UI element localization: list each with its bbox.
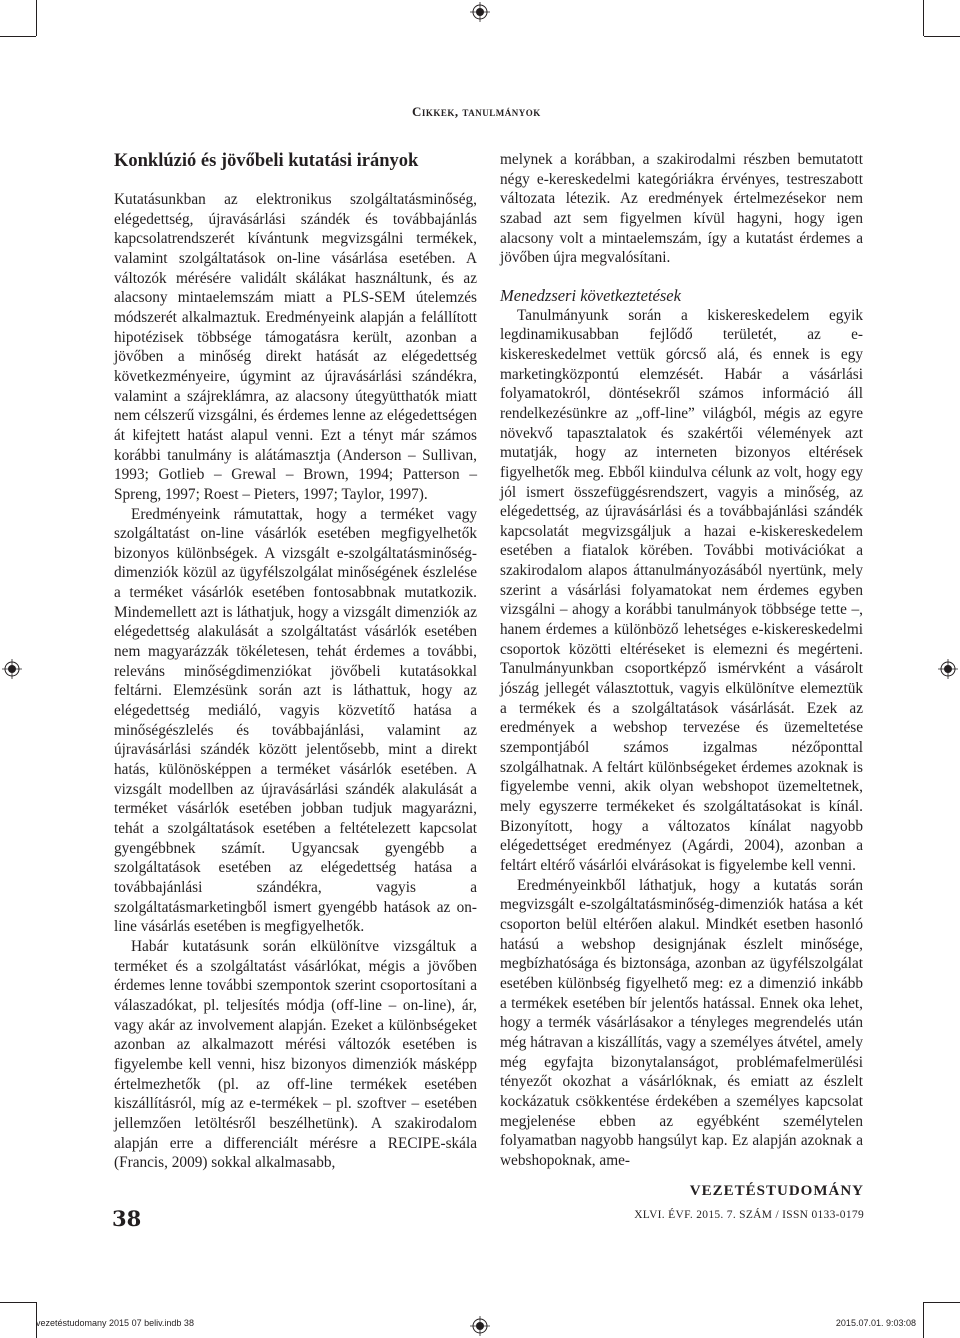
print-slug-timestamp: 2015.07.01. 9:03:08 — [835, 1318, 916, 1328]
crop-mark — [0, 1302, 36, 1303]
paragraph: Kutatásunkban az elektronikus szolgáltatásminőség, elégedettség, újravásárlási szándék és továbbajánlás kapcsolatrendszerét kívántunk megvizsgálni termékek, valamint szolgáltatások on-line vásárlása esetében. A változók mérésére validált skálákat használtunk, és az alacsony mintaelemszám miatt a PLS-SEM útelemzés módszerét alkalmaztuk. Eredményeink alapján a felállított hipotézisek többsége támogatásra került, azonban a jövőben a minőség direkt hatását az elégedettség következményeire, úgymint az újravásárlási szándékra, valamint a szájreklámra, az alacsony útegyütthatók miatt nem célszerű vizsgálni, és érdemes lenne az elégedettségen át kifejtett hatást alapul venni. Ezt a tényt már számos korábbi tanulmány is alátámasztja (Anderson – Sullivan, 1993; Gotlieb – Grewal – Brown, 1994; Patterson – Spreng, 1997; Roest – Pieters, 1997; Taylor, 1997). — [114, 191, 477, 503]
registration-mark-icon — [938, 659, 958, 679]
paragraph: Tanulmányunk során a kiskereskedelem egyik legdinamikusabban fejlődő területét, az e-kiskereskedelmet vettük górcső alá, és ennek is egy marketingközpontú elemzését. Habár a vásárlási folyamatokról, döntésekről számos információ áll rendelkezésünkre az „off-line” világból, mégis az egyre növekvő tapasztalatok és szakértői vélemények azt mutatják, hogy az interneten bizonyos eltérések figyelhetők meg. Ebből kiindulva célunk az volt, hogy egy jól ismert összefüggésrendszert, vagyis a minőség, az elégedettség, az újravásárlási és a továbbajánlási szándék kapcsolatát megvizsgáljuk a hazai e-kiskereskedelem esetében a fiatalok körében. További motivációkat a szakirodalom alapos áttanulmányozásából nyertünk, mely szerint a vásárlási folyamatokat nem érdemes egyben vizsgálni – ahogy a korábbi tanulmányok többsége tette –, hanem érdemes a különböző lehetséges e-kiskereskedelmi csoportok közötti eltéréseket is elemezni és megérteni. Tanulmányunkban csoportképző ismérvként a vásárolt jószág jellegét választottuk, vagyis elkülönítve elemeztük a termékek és a szolgáltatások vásárlását. Ezek az eredmények a webshop tervezése és üzemeltetése szempontjából számos izgalmas nézőponttal szolgálhatnak. A feltárt különbségeket érdemes azoknak is figyelembe venni, akik olyan webshopot üzemeltetnek, mely egyszerre termékeket és szolgáltatásokat is kínál. Bizonyított, hogy a változatos kínálat nagyobb elégedettséget eredményez (Agárdi, 2004), azonban a feltárt eltérő vásárlói elvárásokat is figyelembe kell venni. — [500, 306, 863, 874]
registration-mark-icon — [470, 1316, 490, 1336]
registration-mark-icon — [470, 2, 490, 22]
right-column — [500, 150, 863, 1170]
running-head: Cikkek, tanulmányok — [412, 104, 541, 119]
crop-mark — [923, 0, 924, 36]
registration-mark-icon — [2, 659, 22, 679]
paragraph: melynek a korábban, a szakirodalmi részben bemutatott négy e-kereskedelmi kategóriákra érvényes, testreszabott változata létezik. Az eredmények értelmezésekor nem szabad azt sem figyelmen kívül hagyni, hogy igen alacsony volt a mintaelemszám, így a kutatást érdemes a jövőben újra megvalósítani. — [500, 151, 863, 267]
paragraph: Eredményeinkből láthatjuk, hogy a kutatás során megvizsgált e-szolgáltatásminőség-dimenziók hatása a két csoporton belül eltérően alakul. Mindkét esetben hasonló hatású a webshop designjának észlelt minősége, megbízhatósága és biztonsága, azonban az ügyfélszolgálat esetében különbség figyelhető meg: ez a dimenzió inkább a termékek esetében bír jelentős hatással. Ennek oka lehet, hogy a termék vásárlásakor a tényleges megrendelés után még hátravan a kiszállítás, vagy a személyes átvétel, amely még egyfajta bizonytalanságot, problémafelmerülési tényezőt okozhat a vásárlóknak, és emiatt az észlelt kockázatuk csökkentése érdekében a személyes kapcsolat megjelenése ebben az egyébként személytelen folyamatban nagyobb hangsúlyt kap. Ez alapján azoknak a webshopoknak, ame- — [500, 876, 863, 1169]
crop-mark — [923, 1302, 924, 1338]
paragraph: Habár kutatásunk során elkülönítve vizsgáltuk a terméket és a szolgáltatást vásárlókat, mégis a jövőben érdemes lenne további szempontok szerint csoportosítani a válaszadókat, pl. teljesítés módja (off-line – on-line), ár, vagy akár az involvement alapján. Ezeket a különbségeket azonban az alkalmazott mérési változók esetében is figyelembe kell venni, hisz bizonyos dimenziók másképp értelmezhetők (pl. az off-line termékek esetében kiszállításról, míg az e-termékek – pl. szoftver – esetében jellemzően letöltésről beszélhetünk). A szakirodalom alapján erre a differenciált mérésre a RECIPE-skála (Francis, 2009) sokkal alkalmasabb, — [114, 937, 477, 1172]
section-title: Konklúzió és jövőbeli kutatási irányok — [114, 151, 419, 171]
crop-mark — [924, 36, 960, 37]
crop-mark — [36, 0, 37, 36]
journal-issue: XLVI. ÉVF. 2015. 7. SZÁM / ISSN 0133-0179 — [634, 1209, 864, 1221]
crop-mark — [0, 36, 36, 37]
print-slug-file: vezetéstudomany 2015 07 beliv.indb 38 — [36, 1318, 194, 1328]
page-number: 38 — [112, 1206, 142, 1231]
subsection-title: Menedzseri következtetések — [500, 285, 681, 305]
paragraph: Eredményeink rámutattak, hogy a terméket vagy szolgáltatást on-line vásárlók esetében megfigyelhetők bizonyos különbségek. A vizsgált e-szolgáltatásminőség-dimenziók közül az ügyfélszolgálat minőségének észlelése a terméket vásárlók esetében fontosabbnak mutatkozik. Mindemellett azt is láthatjuk, hogy a vizsgált dimenziók az elégedettség alakulását a szolgáltatást vásárlók esetében nem magyarázzák tökéletesen, tehát érdemes a további, releváns minőségdimenziókat jövőbeli kutatásokkal feltárni. Elemzésünk során azt is láthattuk, hogy az elégedettség mediáló, vagyis közvetítő hatása a minőségészlelés és továbbajánlási, valamint az újravásárlási szándék között jelentősebb, mint a direkt hatás, különösképpen a terméket vásárlók esetében. A vizsgált modellben az újravásárlási szándék alakulását a terméket vásárlók esetében jobban tudjuk magyarázni, tehát a szolgáltatások esetében a feltételezett kapcsolat gyengébbnek számít. Ugyancsak gyengébb a szolgáltatások esetében az elégedettség hatása a továbbajánlási szándékra, vagyis a szolgáltatásmarketingből ismert gyengébb hatások az on-line vásárlás esetében is megfigyelhetők. — [114, 505, 477, 936]
left-column — [114, 150, 477, 1173]
crop-mark — [924, 1302, 960, 1303]
journal-name: VEZETÉSTUDOMÁNY — [689, 1183, 864, 1199]
